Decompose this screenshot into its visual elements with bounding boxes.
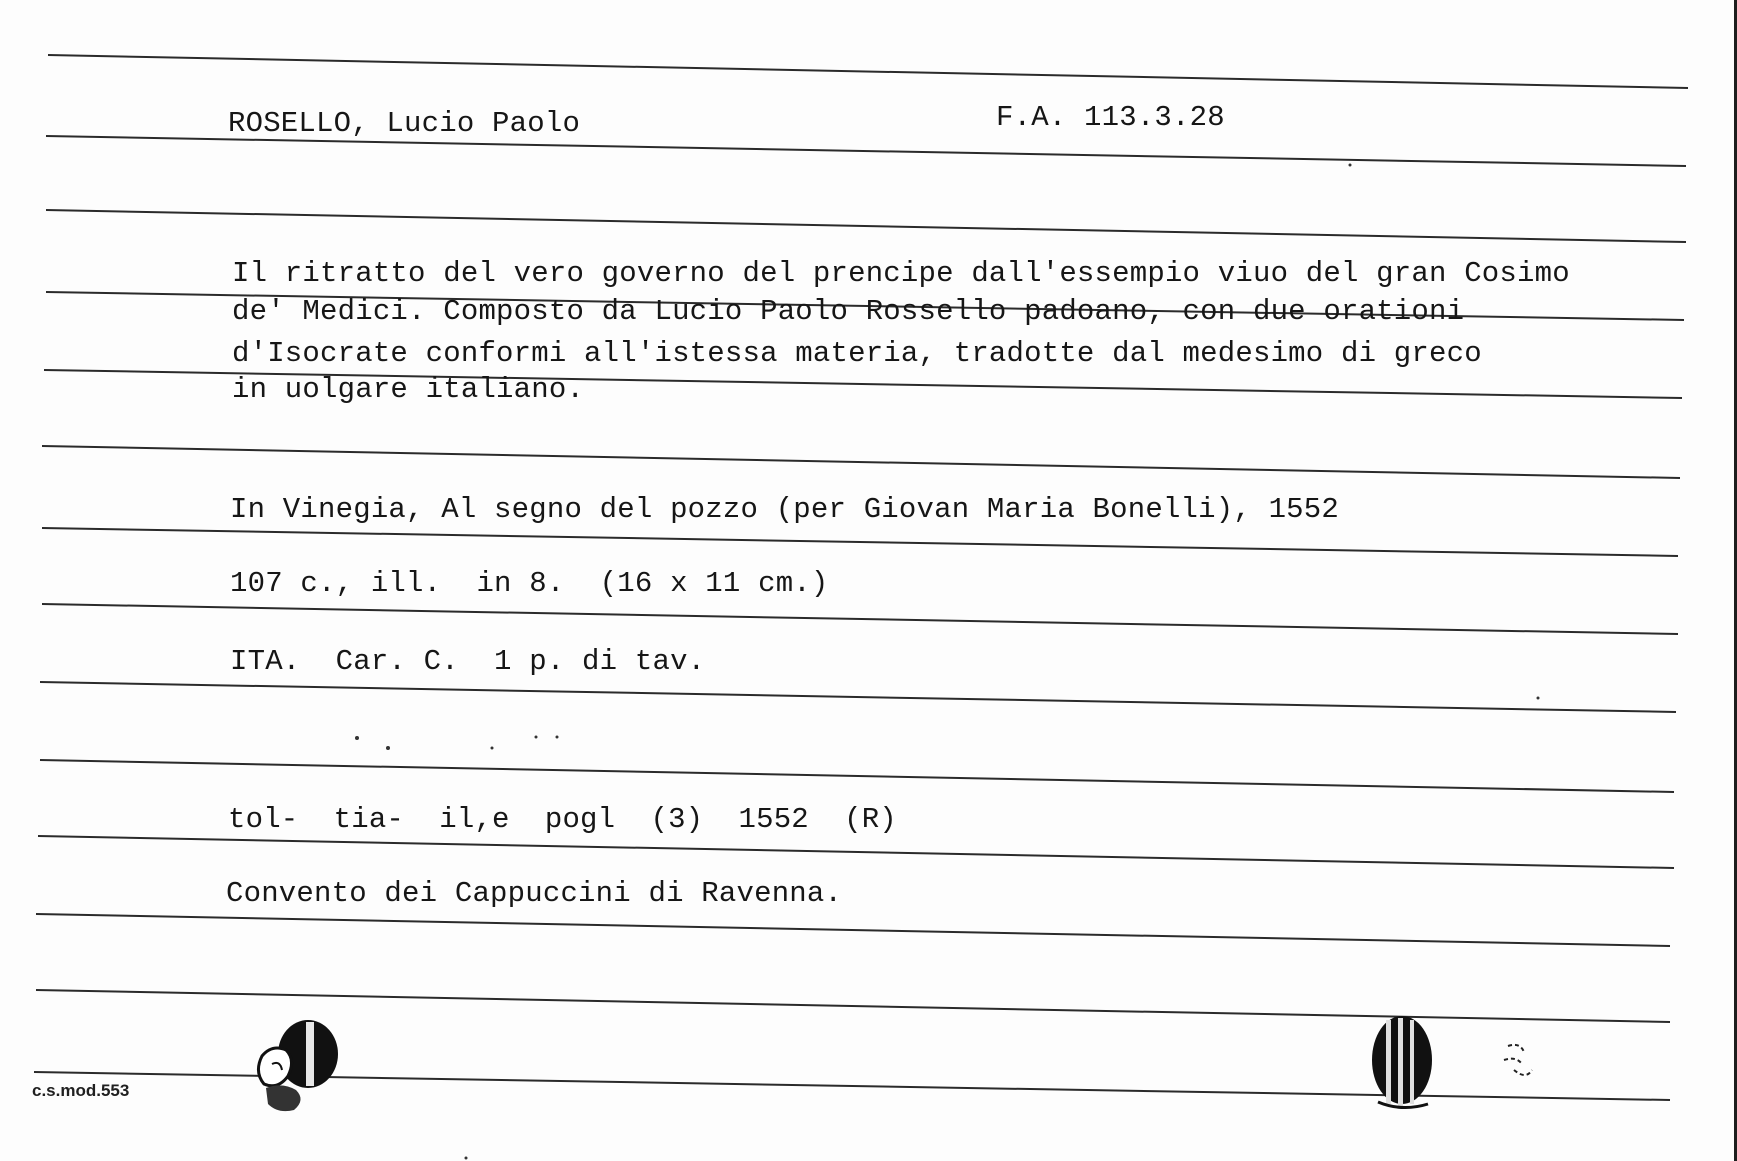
imprint: In Vinegia, Al segno del pozzo (per Giovan Maria Bonelli), 1552 xyxy=(230,493,1339,526)
fingerprint: tol- tia- il,e pogl (3) 1552 (R) xyxy=(228,803,897,836)
rule-line xyxy=(40,682,1676,712)
rule-line xyxy=(40,760,1674,792)
rule-line xyxy=(38,836,1674,868)
rule-line xyxy=(42,528,1678,556)
scan-mark-icon xyxy=(1496,1040,1540,1088)
title-line-3: d'Isocrate conformi all'istessa materia, tradotte dal medesimo di greco xyxy=(232,337,1482,370)
rule-line xyxy=(36,914,1670,946)
form-code: c.s.mod.553 xyxy=(32,1081,130,1100)
punch-hole-icon xyxy=(252,1016,346,1116)
author-heading: ROSELLO, Lucio Paolo xyxy=(228,107,581,140)
shelfmark: F.A. 113.3.28 xyxy=(996,101,1225,134)
provenance: Convento dei Cappuccini di Ravenna. xyxy=(226,877,843,910)
rule-line xyxy=(48,55,1688,88)
rule-line xyxy=(42,604,1678,634)
rule-line xyxy=(42,446,1680,478)
title-line-1: Il ritratto del vero governo del prencipe dall'essempio viuo del gran Cosimo xyxy=(232,257,1570,290)
rule-line xyxy=(46,210,1686,242)
collation: 107 c., ill. in 8. (16 x 11 cm.) xyxy=(230,567,829,600)
title-line-2: de' Medici. Composto da Lucio Paolo Rossello padoano, con due orationi xyxy=(232,295,1465,328)
notes: ITA. Car. C. 1 p. di tav. xyxy=(230,645,706,678)
punch-hole-icon xyxy=(1364,1012,1444,1116)
title-line-4: in uolgare italiano. xyxy=(232,373,585,406)
